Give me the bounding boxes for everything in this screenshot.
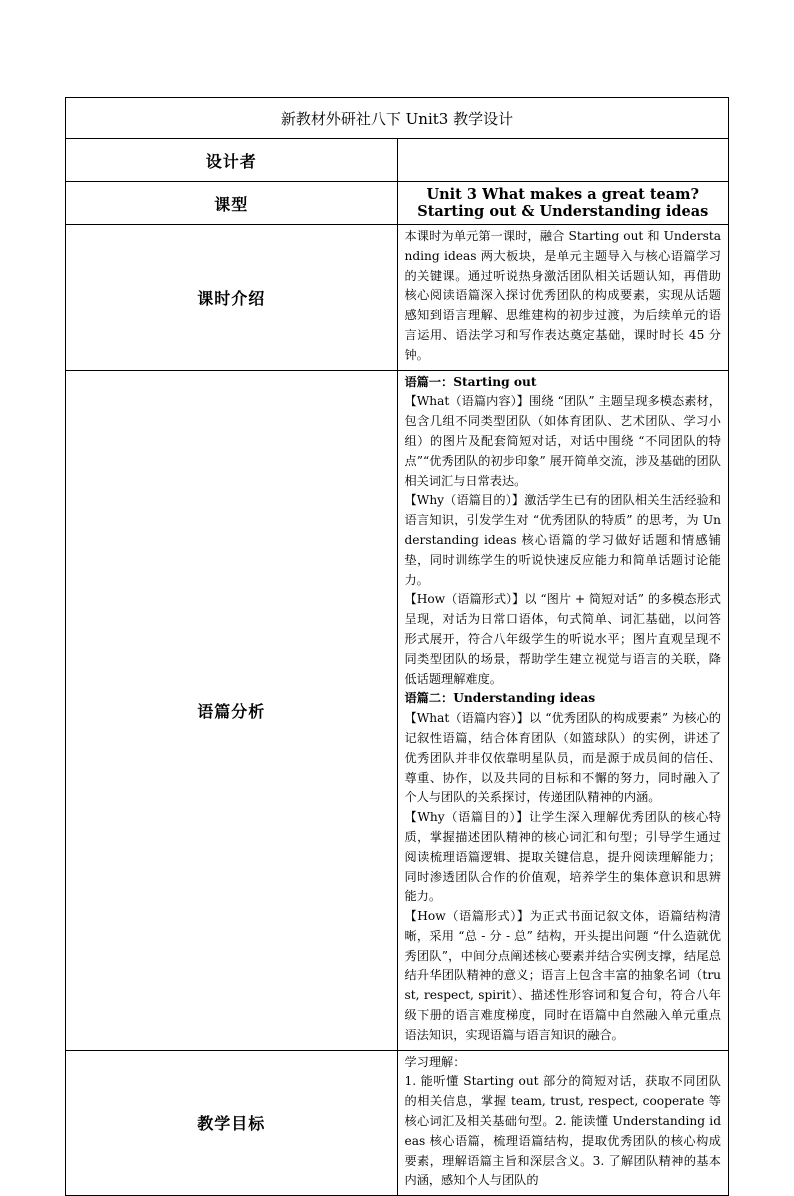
document-title: 新教材外研社八下 Unit3 教学设计: [66, 98, 729, 139]
passage2-how: 【How（语篇形式）】为正式书面记叙文体，语篇结构清晰，采用 “总 - 分 - 总” 结构，开头提出问题 “什么造就优秀团队”，中间分点阐述核心要素并结合实例支撑，结尾总结升华团队精神的意义；语言上包含丰富的抽象名词（trust, respect, spirit）、描述性形容词和复合句，符合八年级下册的语言难度梯度，同时在语篇中自然融入单元重点语法知识，实现语篇与语言知识的融合。: [404, 909, 721, 1042]
objectives-heading: 学习理解：: [404, 1054, 466, 1069]
passage2-why: 【Why（语篇目的）】让学生深入理解优秀团队的核心特质，掌握描述团队精神的核心词汇和句型；引导学生通过阅读梳理语篇逻辑、提取关键信息，提升阅读理解能力；同时渗透团队合作的价值观，培养学生的集体意识和思辨能力。: [404, 810, 721, 904]
intro-label: 课时介绍: [66, 225, 398, 371]
passage1-how: 【How（语篇形式）】以 “图片 + 简短对话” 的多模态形式呈现，对话为日常口语体，句式简单、词汇基础，以问答形式展开，符合八年级学生的听说水平；图片直观呈现不同类型团队的场景，帮助学生建立视觉与语言的关联，降低话题理解难度。: [404, 592, 721, 686]
analysis-row: [66, 370, 729, 1050]
intro-paragraph: 本课时为单元第一课时，融合 Starting out 和 Understanding ideas 两大板块，是单元主题导入与核心语篇学习的关键课。通过听说热身激活团队相关话题认知，再借助核心阅读语篇深入探讨优秀团队的构成要素，实现从话题感知到语言理解、思维建构的初步过渡，为后续单元的语言运用、语法学习和写作表达奠定基础，课时时长 45 分钟。: [404, 229, 721, 362]
course-type-value: Unit 3 What makes a great team?Starting out & Understanding ideas: [397, 182, 729, 225]
analysis-content: [397, 370, 729, 1050]
intro-row: [66, 225, 729, 371]
lesson-plan-table: [65, 97, 729, 1196]
passage2-what: 【What（语篇内容）】以 “优秀团队的构成要素” 为核心的记叙性语篇，结合体育团队（如篮球队）的实例，讲述了优秀团队并非仅依靠明星队员，而是源于成员间的信任、尊重、协作，以及共同的目标和不懈的努力，同时融入了个人与团队的关系探讨，传递团队精神的内涵。: [404, 711, 721, 805]
analysis-label: 语篇分析: [66, 370, 398, 1050]
passage1-what: 【What（语篇内容）】围绕 “团队” 主题呈现多模态素材，包含几组不同类型团队（如体育团队、艺术团队、学习小组）的图片及配套简短对话，对话中围绕 “不同团队的特点”“优秀团队的初步印象” 展开简单交流，涉及基础的团队相关词汇与日常表达。: [404, 394, 721, 488]
course-type-row: [66, 182, 729, 225]
designer-value: [397, 139, 729, 182]
course-type-label: 课型: [66, 182, 398, 225]
title-row: [66, 98, 729, 139]
objectives-text: 1. 能听懂 Starting out 部分的简短对话，获取不同团队的相关信息，掌握 team, trust, respect, cooperate 等核心词汇及相关基础句型。2. 能读懂 Understanding ideas 核心语篇，梳理语篇结构，提取优秀团队的核心构成要素，理解语篇主旨和深层含义。3. 了解团队精神的基本内涵，感知个人与团队的: [404, 1074, 721, 1188]
designer-label: 设计者: [66, 139, 398, 182]
passage1-title: 语篇一：Starting out: [404, 374, 537, 389]
objectives-label: 教学目标: [66, 1050, 398, 1196]
designer-row: [66, 139, 729, 182]
passage1-why: 【Why（语篇目的）】激活学生已有的团队相关生活经验和语言知识，引发学生对 “优秀团队的特质” 的思考，为 Understanding ideas 核心语篇的学习做好话题和情感铺垫，同时训练学生的听说快速反应能力和简单话题讨论能力。: [404, 493, 721, 587]
intro-text: [397, 225, 729, 371]
passage2-title: 语篇二：Understanding ideas: [404, 691, 596, 706]
